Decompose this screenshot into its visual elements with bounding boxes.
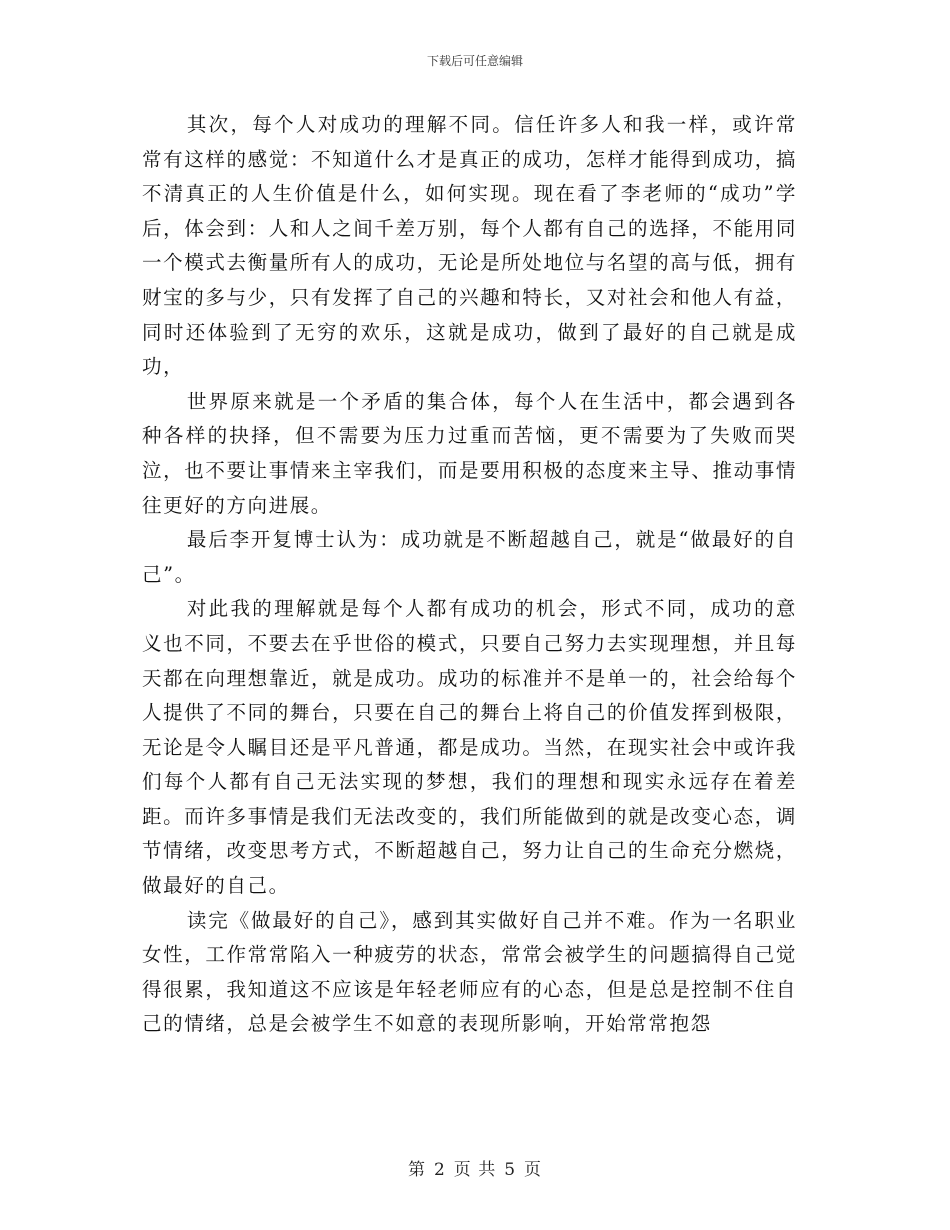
footer-suffix: 页 [524, 1160, 543, 1180]
paragraph-after-reading: 读完《做最好的自己》，感到其实做好自己并不难。作为一名职业女性，工作常常陷入一种疲劳的状态，常常会被学生的问题搞得自己觉得很累，我知道这不应该是年轻老师应有的心态，但是总是控制不住自己的情绪，总是会被学生不如意的表现所影响，开始常常抱怨 [142, 908, 797, 1036]
current-page-number: 2 [433, 1160, 446, 1180]
footer-prefix: 第 [407, 1160, 426, 1180]
paragraph-understanding-success: 其次，每个人对成功的理解不同。信任许多人和我一样，或许常常有这样的感觉：不知道什么才是真正的成功，怎样才能得到成功，搞不清真正的人生价值是什么，如何实现。现在看了李老师的“成功”学后，体会到：人和人之间千差万别，每个人都有自己的选择，不能用同一个模式去衡量所有人的成功，无论是所处地位与名望的高与低，拥有财宝的多与少，只有发挥了自己的兴趣和特长，又对社会和他人有益，同时还体验到了无穷的欢乐，这就是成功，做到了最好的自己就是成功， [142, 113, 797, 379]
paragraph-world-contradictions: 世界原来就是一个矛盾的集合体，每个人在生活中，都会遇到各种各样的抉择，但不需要为压力过重而苦恼，更不需要为了失败而哭泣，也不要让事情来主宰我们，而是要用积极的态度来主导、推动事情往更好的方向进展。 [142, 389, 797, 517]
paragraph-personal-understanding: 对此我的理解就是每个人都有成功的机会，形式不同，成功的意义也不同，不要去在乎世俗的模式，只要自己努力去实现理想，并且每天都在向理想靠近，就是成功。成功的标准并不是单一的，社会给每个人提供了不同的舞台，只要在自己的舞台上将自己的价值发挥到极限，无论是令人瞩目还是平凡普通，都是成功。当然，在现实社会中或许我们每个人都有自己无法实现的梦想，我们的理想和现实永远存在着差距。而许多事情是我们无法改变的，我们所能做到的就是改变心态，调节情绪，改变思考方式，不断超越自己，努力让自己的生命充分燃烧，做最好的自己。 [142, 597, 797, 898]
document-body [142, 108, 797, 1042]
total-pages-number: 5 [504, 1160, 517, 1180]
page-header-note: 下载后可任意编辑 [426, 54, 523, 68]
paragraph-kaifu-lee-conclusion: 最后李开复博士认为：成功就是不断超越自己，就是“做最好的自己”。 [142, 528, 797, 586]
page-footer [0, 1155, 950, 1180]
footer-middle: 页 共 [453, 1160, 497, 1180]
